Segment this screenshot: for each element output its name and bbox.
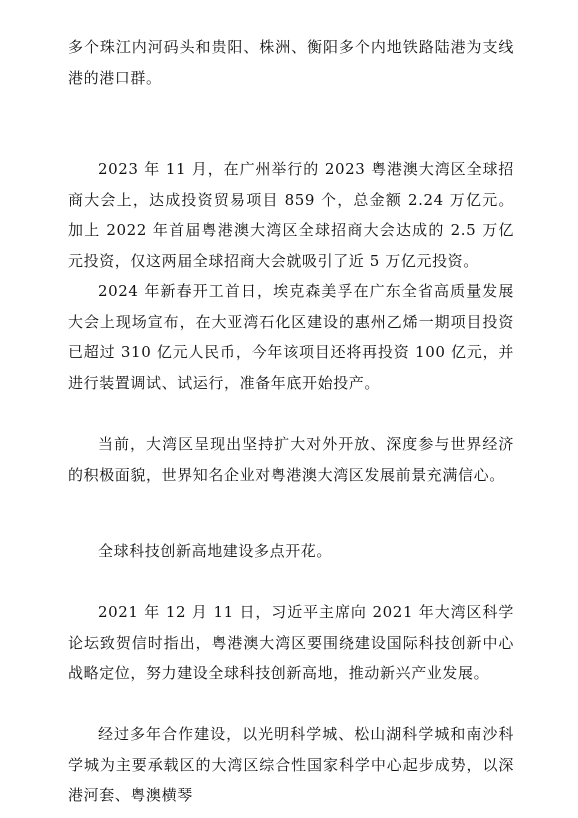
paragraph-science-center: 经过多年合作建设，以光明科学城、松山湖科学城和南沙科学城为主要承载区的大湾区综合性国家科学中心起步成势，以深港河套、粤澳横琴 <box>68 725 514 804</box>
paragraph-opening-up: 当前，大湾区呈现出坚持扩大对外开放、深度参与世界经济的积极面貌，世界知名企业对粤港澳大湾区发展前景充满信心。 <box>68 435 514 484</box>
paragraph-port-cluster: 多个珠江内河码头和贵阳、株洲、衡阳多个内地铁路陆港为支线港的港口群。 <box>68 38 514 87</box>
paragraph-exxonmobil-project: 2024 年新春开工首日，埃克森美孚在广东全省高质量发展大会上现场宣布，在大亚湾石化区建设的惠州乙烯一期项目投资已超过 310 亿元人民币，今年该项目还将再投资 100 亿元，并进行装置调试、试运行，准备年底开始投产。 <box>68 282 514 392</box>
paragraph-investment-conference: 2023 年 11 月，在广州举行的 2023 粤港澳大湾区全球招商大会上，达成投资贸易项目 859 个，总金额 2.24 万亿元。加上 2022 年首届粤港澳大湾区全球招商大会达成的 2.5 万亿元投资，仅这两届全球招商大会就吸引了近 5 万亿元投资。 <box>68 160 514 270</box>
paragraph-tech-innovation-heading: 全球科技创新高地建设多点开花。 <box>98 542 333 560</box>
paragraph-science-forum: 2021 年 12 月 11 日，习近平主席向 2021 年大湾区科学论坛致贺信时指出，粤港澳大湾区要围绕建设国际科技创新中心战略定位，努力建设全球科技创新高地，推动新兴产业发展。 <box>68 603 514 682</box>
